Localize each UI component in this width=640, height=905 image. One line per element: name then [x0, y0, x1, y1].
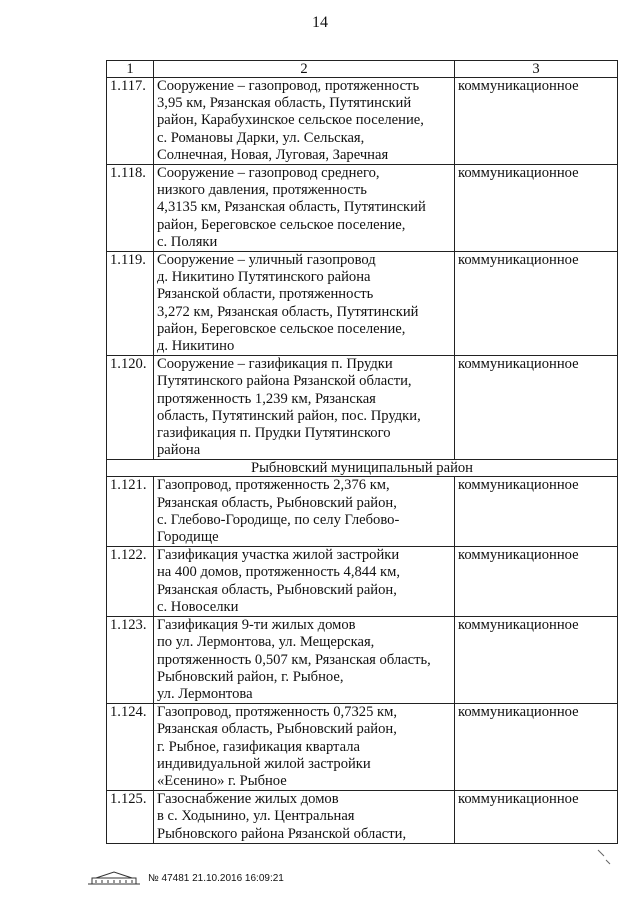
row-type: коммуникационное: [455, 165, 618, 252]
property-registry-table: [106, 60, 618, 844]
row-type: коммуникационное: [455, 617, 618, 704]
row-description: Газопровод, протяженность 0,7325 км, Рязанская область, Рыбновский район, г. Рыбное, газификация квартала индивидуальной жилой застройки «Есенино» г. Рыбное: [154, 704, 455, 791]
row-type: коммуникационное: [455, 356, 618, 460]
row-number: 1.125.: [107, 791, 154, 844]
row-description: Сооружение – газопровод, протяженность 3,95 км, Рязанская область, Путятинский район, Карабухинское сельское поселение, с. Романовы Дарки, ул. Сельская, Солнечная, Новая, Луговая, Заречная: [154, 78, 455, 165]
row-description: Газификация 9-ти жилых домов по ул. Лермонтова, ул. Мещерская, протяженность 0,507 км, Рязанская область, Рыбновский район, г. Рыбное, ул. Лермонтова: [154, 617, 455, 704]
row-description: Сооружение – газификация п. Прудки Путятинского района Рязанской области, протяженность 1,239 км, Рязанская область, Путятинский район, пос. Прудки, газификация п. Прудки Путятинского района: [154, 356, 455, 460]
row-number: 1.120.: [107, 356, 154, 460]
table-row: [107, 791, 618, 844]
column-header: 3: [455, 61, 618, 78]
document-footer: [86, 870, 284, 886]
table-row: [107, 477, 618, 547]
table-row: [107, 617, 618, 704]
table-row: [107, 356, 618, 460]
row-description: Сооружение – газопровод среднего, низкого давления, протяженность 4,3135 км, Рязанская область, Путятинский район, Береговское сельское поселение, с. Поляки: [154, 165, 455, 252]
section-title: Рыбновский муниципальный район: [107, 460, 618, 477]
building-stamp-icon: [86, 870, 142, 886]
row-number: 1.118.: [107, 165, 154, 252]
row-type: коммуникационное: [455, 791, 618, 844]
row-number: 1.117.: [107, 78, 154, 165]
row-type: коммуникационное: [455, 547, 618, 617]
row-type: коммуникационное: [455, 477, 618, 547]
row-number: 1.119.: [107, 252, 154, 356]
table-row: [107, 78, 618, 165]
table-row: [107, 547, 618, 617]
row-description: Газификация участка жилой застройки на 400 домов, протяженность 4,844 км, Рязанская область, Рыбновский район, с. Новоселки: [154, 547, 455, 617]
row-type: коммуникационное: [455, 78, 618, 165]
row-number: 1.124.: [107, 704, 154, 791]
header-row: [107, 61, 618, 78]
column-header: 1: [107, 61, 154, 78]
table-row: [107, 165, 618, 252]
page-number: 14: [312, 14, 328, 31]
row-number: 1.122.: [107, 547, 154, 617]
row-number: 1.123.: [107, 617, 154, 704]
row-description: Газопровод, протяженность 2,376 км, Рязанская область, Рыбновский район, с. Глебово-Городище, по селу Глебово- Городище: [154, 477, 455, 547]
table-row: [107, 704, 618, 791]
row-description: Сооружение – уличный газопровод д. Никитино Путятинского района Рязанской области, протяженность 3,272 км, Рязанская область, Путятинский район, Береговское сельское поселение, д. Никитино: [154, 252, 455, 356]
column-header: 2: [154, 61, 455, 78]
row-type: коммуникационное: [455, 704, 618, 791]
scan-mark-icon: [596, 848, 616, 868]
row-description: Газоснабжение жилых домов в с. Ходынино, ул. Центральная Рыбновского района Рязанской области,: [154, 791, 455, 844]
document-reference: № 47481 21.10.2016 16:09:21: [148, 872, 284, 884]
section-row: [107, 460, 618, 477]
table-row: [107, 252, 618, 356]
row-number: 1.121.: [107, 477, 154, 547]
row-type: коммуникационное: [455, 252, 618, 356]
